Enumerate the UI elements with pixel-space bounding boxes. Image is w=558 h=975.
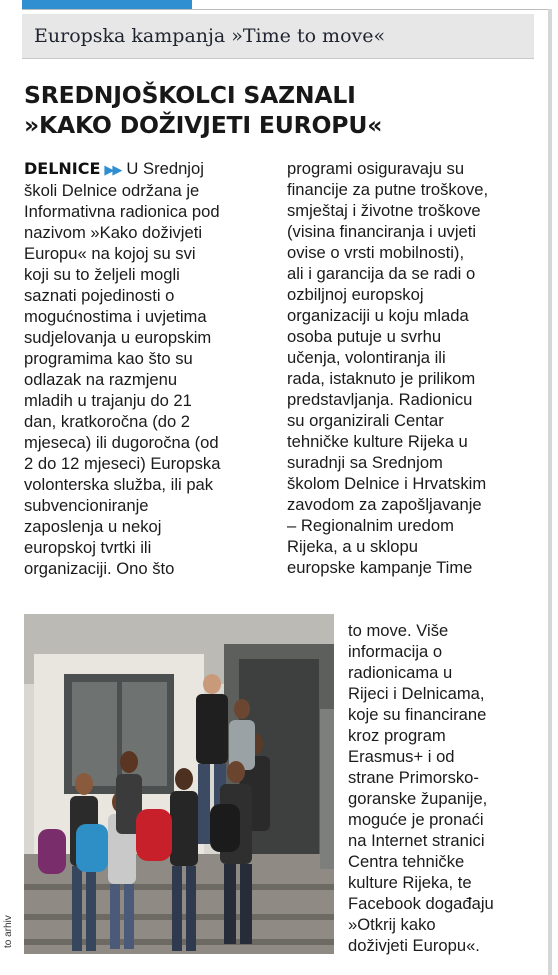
column-1-line: dan, kratkoročna (do 2 [24, 412, 191, 431]
column-1-line: organizaciji. Ono što [24, 559, 175, 578]
kicker-text: Europska kampanja »Time to move« [34, 25, 386, 47]
column-2-line: školom Delnice i Hrvatskim [287, 474, 487, 493]
top-rule [22, 9, 548, 10]
column-2-line: tehničke kulture Rijeka u [287, 432, 468, 451]
column-1-line: odlazak na razmjenu [24, 370, 178, 389]
column-1-line: 2 do 12 mjeseci) Europska [24, 454, 221, 473]
column-2-line: ozbiljnoj europskoj [287, 285, 424, 304]
column-3-line: informacija o [348, 642, 443, 661]
article-column-3 [348, 620, 548, 956]
column-2-line: ali i garancija da se radi o [287, 264, 476, 283]
column-3-line: to move. Više [348, 621, 449, 640]
headline-line-2: »KAKO DOŽIVJETI EUROPU« [24, 111, 383, 139]
column-3-line: na Internet stranici [348, 831, 485, 850]
column-2-line: rada, istaknuto je prilikom [287, 369, 476, 388]
page-edge [548, 9, 552, 975]
column-2-line: europske kampanje Time [287, 558, 473, 577]
column-1-first-line [24, 158, 286, 180]
column-2-line: zavodom za zapošljavanje [287, 495, 482, 514]
column-3-line: moguće je pronaći [348, 810, 484, 829]
article-photo [24, 614, 334, 954]
column-3-line: koje su financirane [348, 705, 487, 724]
column-1-line: koji su to željeli mogli [24, 265, 180, 284]
column-2-line: su organizirali Centar [287, 411, 444, 430]
column-2-line: Rijeka, a u sklopu [287, 537, 418, 556]
photo-credit: to arhiv [3, 915, 14, 948]
column-1-line: subvencioniranje [24, 496, 149, 515]
column-2-line: suradnji sa Srednjom [287, 453, 443, 472]
column-2-line: predstavljanja. Radionicu [287, 390, 473, 409]
column-1-line: europskoj tvrtki ili [24, 538, 152, 557]
column-2-line: (visina financiranja i uvjeti [287, 222, 477, 241]
column-1-line: Informativna radionica pod [24, 202, 220, 221]
column-2-line: organizaciji u koju mlada [287, 306, 469, 325]
headline-line-1: SREDNJOŠKOLCI SAZNALI [24, 81, 356, 109]
column-1-line: programima kao što su [24, 349, 193, 368]
column-3-line: radionicama u [348, 663, 453, 682]
column-3-line: Facebook događaju [348, 894, 494, 913]
column-2-line: učenja, volontiranja ili [287, 348, 446, 367]
students-photo-illustration [24, 614, 334, 954]
article-column-2 [287, 158, 547, 578]
column-1-line: mogućnostima i uvjetima [24, 307, 207, 326]
column-3-line: goranske županije, [348, 789, 488, 808]
section-color-bar [22, 0, 192, 9]
section-header [22, 14, 534, 59]
dateline: DELNICE [24, 159, 101, 178]
column-2-line: smještaj i životne troškove [287, 201, 481, 220]
column-1-line: sudjelovanja u europskim [24, 328, 212, 347]
double-arrow-icon: ▶▶ [104, 162, 121, 177]
column-1-line: zaposlenja u nekoj [24, 517, 162, 536]
column-1-line: U Srednjoj [126, 159, 204, 178]
column-1-line: školi Delnice održana je [24, 181, 200, 200]
column-3-line: strane Primorsko- [348, 768, 479, 787]
column-3-line: Rijeci i Delnicama, [348, 684, 485, 703]
column-1-line: saznati pojedinosti o [24, 286, 175, 305]
headline [24, 80, 524, 140]
column-1-line: volonterska služba, ili pak [24, 475, 214, 494]
column-1-line: Europu« na kojoj su svi [24, 244, 196, 263]
article-column-1 [24, 158, 286, 579]
column-1-line: mladih u trajanju do 21 [24, 391, 192, 410]
column-2-line: programi osiguravaju su [287, 159, 465, 178]
column-2-line: ovise o vrsti mobilnosti), [287, 243, 465, 262]
column-3-line: kroz program [348, 726, 446, 745]
column-3-line: Centra tehničke [348, 852, 465, 871]
column-3-line: Erasmus+ i od [348, 747, 455, 766]
column-2-line: osoba putuje u svrhu [287, 327, 442, 346]
column-3-line: »Otkrij kako [348, 915, 436, 934]
column-1-line: mjeseca) ili dugoročna (od [24, 433, 219, 452]
column-3-line: doživjeti Europu«. [348, 936, 480, 955]
column-1-line: nazivom »Kako doživjeti [24, 223, 203, 242]
column-2-line: – Regionalnim uredom [287, 516, 454, 535]
column-3-line: kulture Rijeka, te [348, 873, 472, 892]
column-2-line: financije za putne troškove, [287, 180, 489, 199]
